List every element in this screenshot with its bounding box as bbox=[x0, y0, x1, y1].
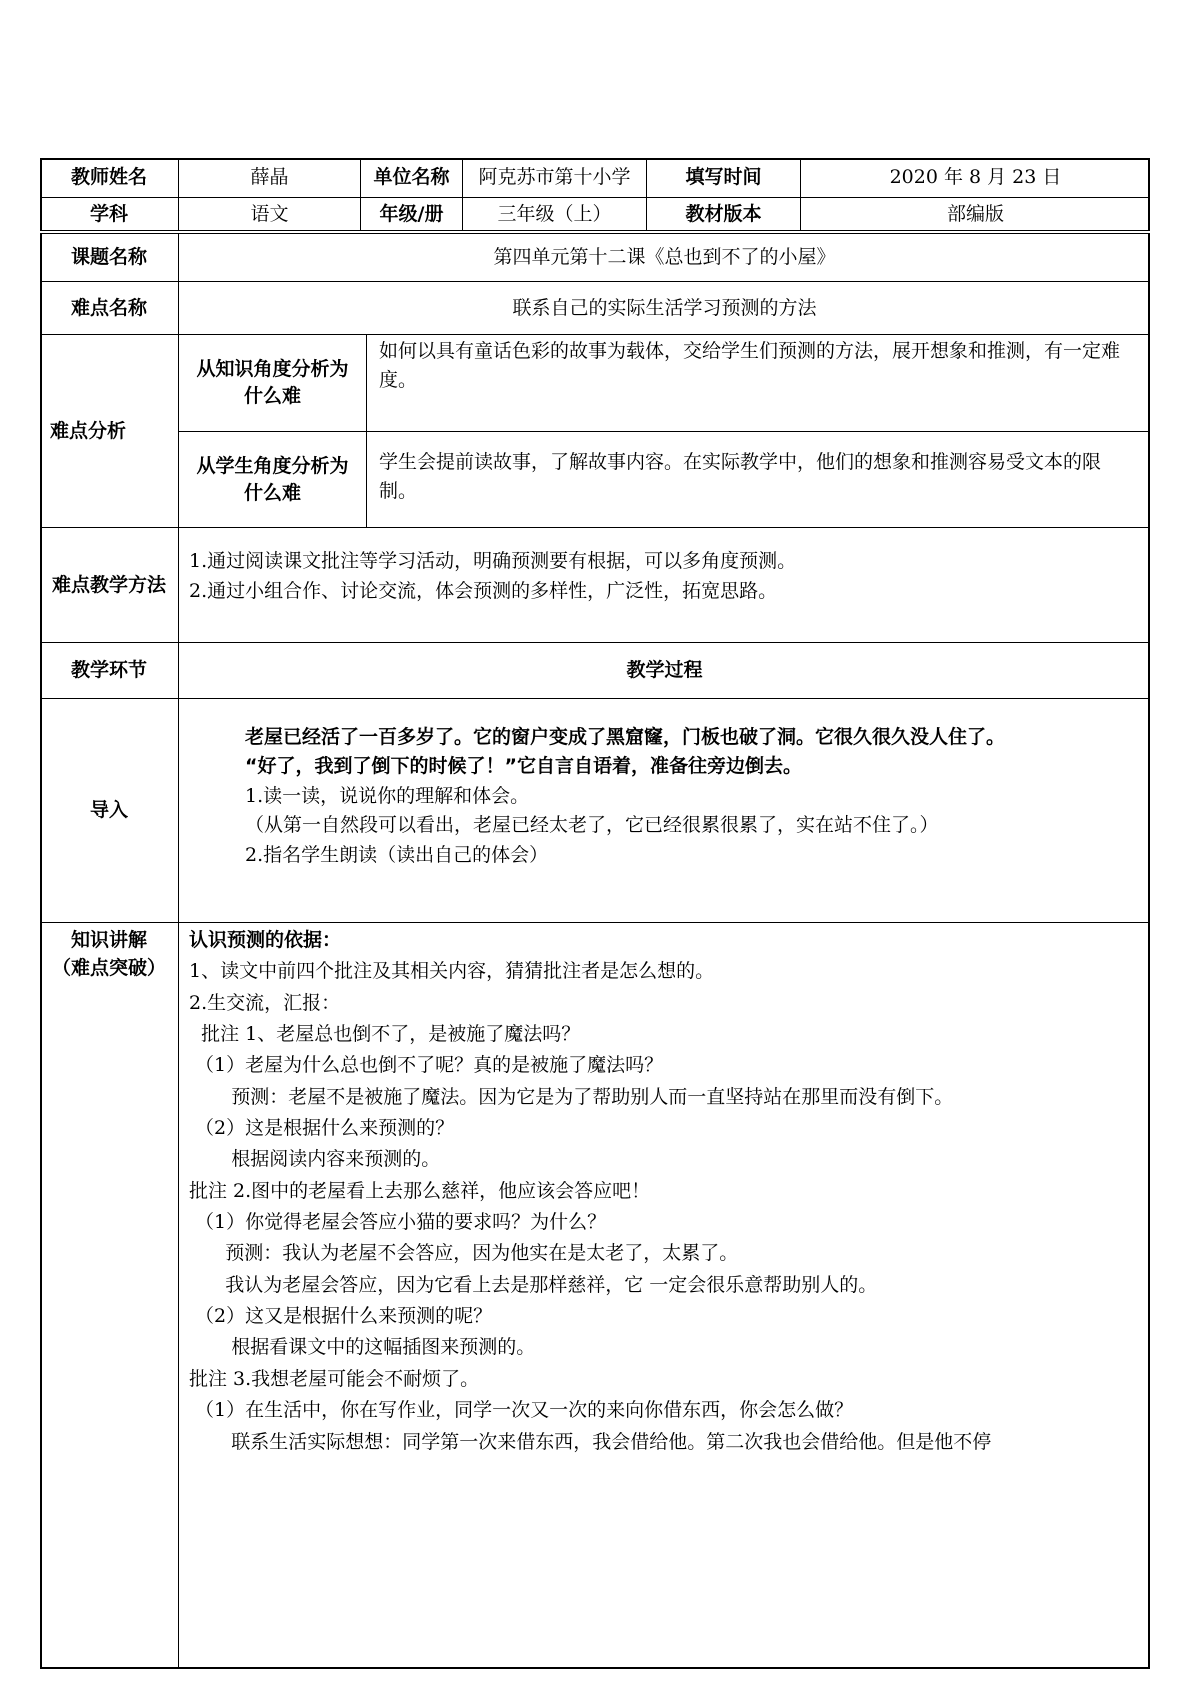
intro-line-3: 2.指名学生朗读（读出自己的体会） bbox=[245, 843, 549, 866]
knowledge-line-3: 批注 1、老屋总也倒不了，是被施了魔法吗？ bbox=[189, 1023, 581, 1046]
difficulty-label: 难点名称 bbox=[40, 282, 179, 335]
fill-date-value: 2020 年 8 月 23 日 bbox=[801, 158, 1150, 198]
method-line-2: 2.通过小组合作、讨论交流，体会预测的多样性，广泛性，拓宽思路。 bbox=[189, 580, 778, 603]
knowledge-line-1: 1、读文中前四个批注及其相关内容，猜猜批注者是怎么想的。 bbox=[189, 960, 715, 983]
knowledge-line-13: 根据看课文中的这幅插图来预测的。 bbox=[189, 1336, 536, 1359]
intro-bold-line-2: “好了，我到了倒下的时候了！”它自言自语着，准备往旁边倒去。 bbox=[245, 755, 802, 778]
intro-label: 导入 bbox=[40, 699, 179, 923]
lesson-plan-table bbox=[40, 158, 1150, 1669]
edition-label: 教材版本 bbox=[647, 198, 801, 230]
knowledge-content bbox=[179, 923, 1150, 1669]
knowledge-line-6: （2）这是根据什么来预测的？ bbox=[189, 1117, 455, 1140]
teacher-name-value: 薛晶 bbox=[179, 158, 361, 198]
knowledge-angle-text: 从知识角度分析为什么难 bbox=[196, 358, 349, 407]
difficulty-value: 联系自己的实际生活学习预测的方法 bbox=[179, 282, 1150, 335]
subject-label: 学科 bbox=[40, 198, 179, 230]
analysis-label: 难点分析 bbox=[40, 335, 179, 528]
knowledge-label-line2: （难点突破） bbox=[51, 956, 166, 979]
student-angle-value: 学生会提前读故事，了解故事内容。在实际教学中，他们的想象和推测容易受文本的限制。 bbox=[367, 432, 1150, 528]
grade-value: 三年级（上） bbox=[463, 198, 647, 230]
teacher-name-label: 教师姓名 bbox=[40, 158, 179, 198]
unit-name-value: 阿克苏市第十小学 bbox=[463, 158, 647, 198]
knowledge-line-2: 2.生交流，汇报： bbox=[189, 991, 341, 1014]
intro-content bbox=[179, 699, 1150, 923]
knowledge-angle-value: 如何以具有童话色彩的故事为载体，交给学生们预测的方法，展开想象和推测，有一定难度。 bbox=[367, 335, 1150, 432]
intro-line-1: 1.读一读，说说你的理解和体会。 bbox=[245, 784, 530, 807]
intro-bold-line-1: 老屋已经活了一百多岁了。它的窗户变成了黑窟窿，门板也破了洞。它很久很久没人住了。 bbox=[245, 726, 1006, 748]
knowledge-angle-label bbox=[179, 335, 367, 432]
knowledge-label-line1: 知识讲解 bbox=[70, 929, 147, 951]
knowledge-line-7: 根据阅读内容来预测的。 bbox=[189, 1148, 441, 1171]
knowledge-line-8: 批注 2.图中的老屋看上去那么慈祥，他应该会答应吧！ bbox=[189, 1179, 651, 1202]
knowledge-line-14: 批注 3.我想老屋可能会不耐烦了。 bbox=[189, 1367, 480, 1390]
student-angle-text: 从学生角度分析为什么难 bbox=[196, 454, 349, 504]
method-value bbox=[179, 528, 1150, 643]
fill-date-label: 填写时间 bbox=[647, 158, 801, 198]
knowledge-line-9: （1）你觉得老屋会答应小猫的要求吗？为什么？ bbox=[189, 1211, 607, 1234]
stage-header: 教学环节 bbox=[40, 643, 179, 699]
unit-name-label: 单位名称 bbox=[361, 158, 463, 198]
student-angle-label bbox=[179, 432, 367, 528]
method-line-1: 1.通过阅读课文批注等学习活动，明确预测要有根据，可以多角度预测。 bbox=[189, 550, 797, 572]
knowledge-line-4: （1）老屋为什么总也倒不了呢？真的是被施了魔法吗？ bbox=[189, 1054, 664, 1077]
knowledge-line-11: 我认为老屋会答应，因为它看上去是那样慈祥，它 一定会很乐意帮助别人的。 bbox=[189, 1273, 878, 1296]
subject-value: 语文 bbox=[179, 198, 361, 230]
knowledge-label bbox=[40, 923, 179, 1669]
intro-line-2: （从第一自然段可以看出，老屋已经太老了，它已经很累很累了，实在站不住了。） bbox=[245, 814, 939, 837]
knowledge-line-16: 联系生活实际想想：同学第一次来借东西，我会借给他。第二次我也会借给他。但是他不停 bbox=[189, 1430, 992, 1453]
knowledge-line-5: 预测：老屋不是被施了魔法。因为它是为了帮助别人而一直坚持站在那里而没有倒下。 bbox=[189, 1085, 954, 1108]
method-label: 难点教学方法 bbox=[40, 528, 179, 643]
knowledge-line-10: 预测：我认为老屋不会答应，因为他实在是太老了，太累了。 bbox=[189, 1242, 739, 1265]
knowledge-line-15: （1）在生活中，你在写作业，同学一次又一次的来向你借东西，你会怎么做？ bbox=[189, 1399, 854, 1422]
edition-value: 部编版 bbox=[946, 202, 1004, 225]
knowledge-heading: 认识预测的依据： bbox=[189, 929, 342, 951]
grade-label: 年级/册 bbox=[361, 198, 463, 230]
topic-label: 课题名称 bbox=[40, 234, 179, 282]
knowledge-line-12: （2）这又是根据什么来预测的呢？ bbox=[189, 1305, 493, 1328]
topic-value: 第四单元第十二课《总也到不了的小屋》 bbox=[179, 234, 1150, 282]
process-header: 教学过程 bbox=[179, 643, 1150, 699]
